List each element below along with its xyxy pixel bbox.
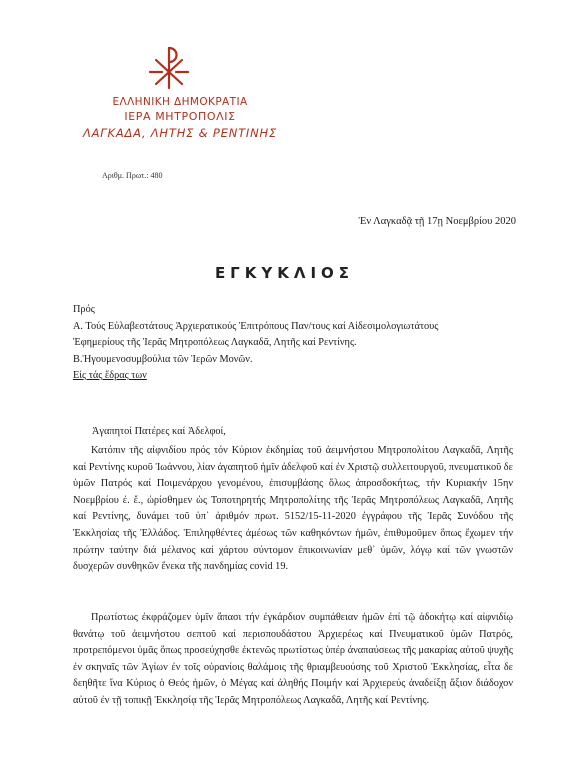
chi-rho-emblem-icon xyxy=(144,44,194,90)
paragraph-1: Κατόπιν τῆς αἰφνιδίου πρός τόν Κύριον ἐκδημίας τοῦ ἀειμνήστου Μητροπολίτου Λαγκαδᾶ, Λητῆς καί Ρεντίνης κυροῦ Ἰωάννου, λίαν ἀγαπητοῦ ἡμῖν ἀδελφοῦ καί ἐν Χριστῷ συλλειτουργοῦ, πνευματικοῦ δε ὑμῶν Πατρός καί Ποιμενάρχου γενομένου, ἐπισυμβάσης ὅλως ἀπροσδοκήτως, τήν Κυριακήν 15ην Νοεμβρίου ἐ. ἔ., ὡρίσθημεν ὡς Τοποτηρητής Μητροπολίτης τῆς Ἱερᾶς Μητροπόλεως Λαγκαδᾶ, Λητῆς καί Ρεντίνης, δυνάμει τοῦ ὑπ᾿ ἀριθμόν πρωτ. 5152/15-11-2020 ἐγγράφου τῆς Ἱερᾶς Συνόδου τῆς Ἐκκλησίας τῆς Ἑλλάδος. Ἐπιληφθέντες ἀμέσως τῶν καθηκόντων ἡμῶν, ἐπιθυμοῦμεν ὅπως ἔχωμεν τήν πρώτην ταύτην διά μέλανος καί χάρτου σύντομον ἐπικοινωνίαν μεθ᾿ ὑμῶν, λόγῳ καί τῶν γνωστῶν δυσχερῶν συνθηκῶν ἕνεκα τῆς πανδημίας covid 19. xyxy=(73,445,513,573)
addressee-a-line1: Α. Τούς Εὐλαβεστάτους Ἀρχιερατικούς Ἐπιτρόπους Παν/τους καί Αἰδεσιμολογιωτάτους xyxy=(73,321,439,332)
protocol-number: Αριθμ. Πρωτ.: 480 xyxy=(102,171,163,180)
header-metropolis: ΙΕΡΑ ΜΗΤΡΟΠΟΛΙΣ xyxy=(124,110,236,123)
addressee-seats: Εἰς τάς ἕδρας των xyxy=(73,370,147,381)
addressee-to: Πρός xyxy=(73,304,95,315)
document-title: ΕΓΚΥΚΛΙΟΣ xyxy=(214,264,355,282)
header-diocese: ΛΑΓΚΑΔΑ, ΛΗΤΗΣ & ΡΕΝΤΙΝΗΣ xyxy=(82,126,278,140)
greeting: Ἀγαπητοί Πατέρες καί Ἀδελφοί, xyxy=(92,426,226,437)
place-date: Ἐν Λαγκαδᾷ τῇ 17ῃ Νοεμβρίου 2020 xyxy=(358,216,516,227)
header-republic: ΕΛΛΗΝΙΚΗ ΔΗΜΟΚΡΑΤΙΑ xyxy=(112,96,248,108)
addressee-b: Β.Ἡγουμενοσυμβούλια τῶν Ἱερῶν Μονῶν. xyxy=(73,354,253,365)
addressee-a-line2: Ἐφημερίους τῆς Ἱερᾶς Μητροπόλεως Λαγκαδᾶ, Λητῆς καί Ρεντίνης. xyxy=(73,337,357,348)
paragraph-2: Πρωτίστως ἐκφράζομεν ὑμῖν ἅπασι τήν ἐγκάρδιον συμπάθειαν ἡμῶν ἐπί τῷ ἀδοκήτῳ καί αἰφνιδίῳ θανάτῳ τοῦ ἀειμνήστου σεπτοῦ καί περισπουδάστου Ἀρχιερέως καί Πνευματικοῦ ὑμῶν Πατρός, προτρεπόμενοι ὑμᾶς ὅπως προσεύχησθε ἐκτενῶς πρωτίστως ὑπέρ ἀναπαύσεως τῆς μακαρίας αὐτοῦ ψυχῆς ἐν σκηναῖς τῶν Ἁγίων ἐν τοῖς οὐρανίοις θαλάμοις τῆς θριαμβευούσης τοῦ Χριστοῦ Ἐκκλησίας, εἶτα δε δεηθῆτε ἵνα Κύριος ὁ Θεός ἡμῶν, ὁ Μέγας καί ἀληθής Ποιμήν καί Ἀρχιερεύς ἀναδείξῃ ἄξιον διάδοχον αὐτοῦ ἐν τῇ τοπικῇ Ἐκκλησίᾳ τῆς Ἱερᾶς Μητροπόλεως Λαγκαδᾶ, Λητῆς καί Ρεντίνης. xyxy=(73,612,513,706)
